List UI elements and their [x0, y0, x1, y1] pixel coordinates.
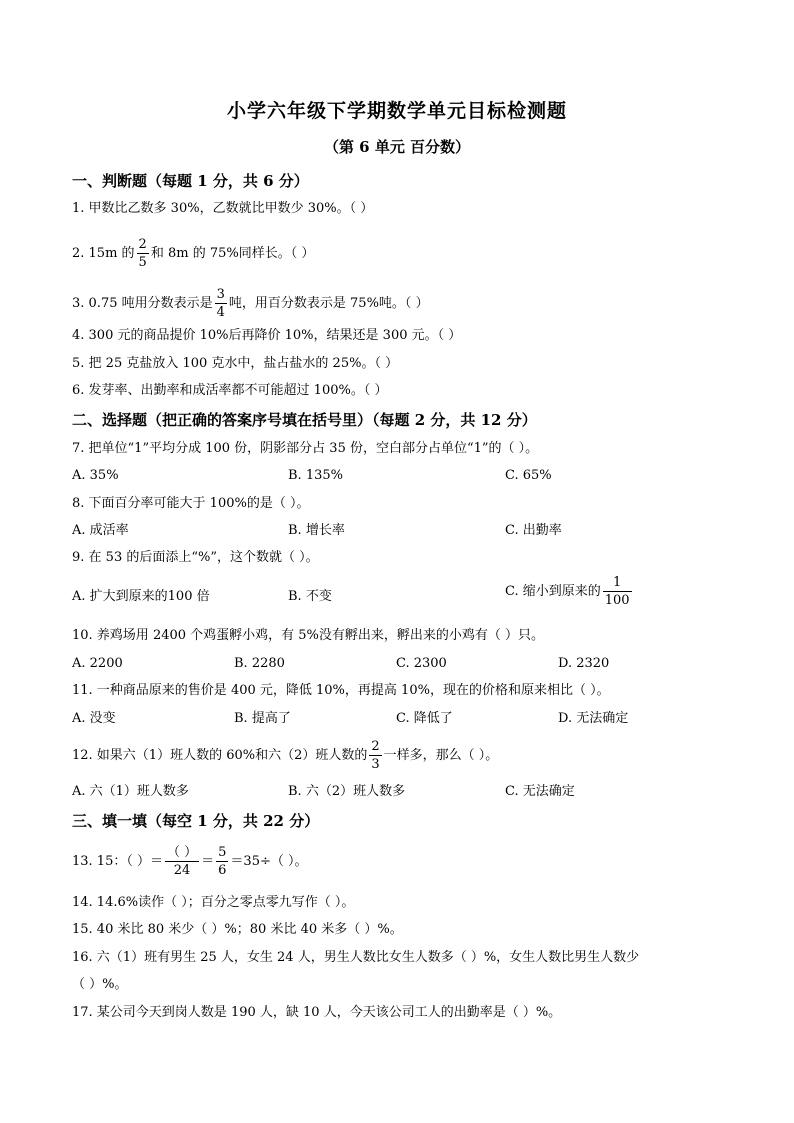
- question-12: [72, 740, 498, 771]
- question-17: 17. 某公司今天到岗人数是 190 人，缺 10 人，今天该公司工人的出勤率是（ ）%。: [72, 1005, 562, 1020]
- question-11-option-b: B. 提高了: [234, 711, 291, 726]
- question-4: 4. 300 元的商品提价 10%后再降价 10%，结果还是 300 元。（ ）: [72, 328, 462, 343]
- question-12-option-b: B. 六（2）班人数多: [288, 784, 406, 799]
- question-8-option-b: B. 增长率: [288, 523, 345, 538]
- question-14: 14. 14.6%读作（ ）；百分之零点零九写作（ ）。: [72, 895, 355, 910]
- fraction-numerator: 2: [371, 739, 380, 754]
- question-13-fraction-2: [216, 846, 228, 877]
- section-heading-judgement: 一、判断题（每题 1 分，共 6 分）: [72, 172, 309, 190]
- question-9-option-c: [505, 576, 634, 607]
- question-2: [72, 238, 314, 269]
- question-12-option-c: C. 无法确定: [505, 784, 575, 799]
- fraction-denominator: 3: [371, 757, 380, 772]
- question-16-line-1: 16. 六（1）班有男生 25 人，女生 24 人，男生人数比女生人数多（ ）%，女生人数比男生人数少: [72, 950, 640, 965]
- question-13-text-b: ＝35÷（ ）。: [230, 854, 308, 869]
- page-title: 小学六年级下学期数学单元目标检测题: [226, 100, 567, 122]
- question-3-text-a: 3. 0.75 吨用分数表示是: [72, 296, 213, 311]
- question-6: 6. 发芽率、出勤率和成活率都不可能超过 100%。（ ）: [72, 383, 388, 398]
- question-7-option-c: C. 65%: [505, 468, 552, 483]
- question-10-option-b: B. 2280: [234, 656, 285, 671]
- question-9-option-a: A. 扩大到原来的100 倍: [72, 589, 210, 604]
- question-2-fraction: [137, 238, 149, 269]
- question-5: 5. 把 25 克盐放入 100 克水中，盐占盐水的 25%。（ ）: [72, 356, 399, 371]
- fraction-numerator: 3: [216, 287, 225, 302]
- fraction-denominator: 100: [604, 593, 630, 608]
- question-10: 10. 养鸡场用 2400 个鸡蛋孵小鸡，有 5%没有孵出来，孵出来的小鸡有（ ）只。: [72, 628, 545, 643]
- section-heading-fill-in: 三、填一填（每空 1 分，共 22 分）: [72, 812, 320, 830]
- question-11-option-a: A. 没变: [72, 711, 116, 726]
- question-7-option-a: A. 35%: [72, 468, 119, 483]
- question-2-text-a: 2. 15m 的: [72, 246, 135, 261]
- question-8-option-a: A. 成活率: [72, 523, 129, 538]
- fraction-denominator: 4: [216, 305, 225, 320]
- question-13-text-a: 13. 15：（ ）＝: [72, 854, 163, 869]
- question-13: [72, 846, 308, 877]
- question-13-equals: ＝: [201, 854, 215, 869]
- fraction-numerator: （ ）: [166, 845, 198, 860]
- fraction-numerator: 1: [603, 576, 632, 592]
- question-12-fraction: [369, 740, 381, 771]
- question-7-option-b: B. 135%: [288, 468, 343, 483]
- question-9-option-c-fraction: [603, 576, 632, 607]
- question-12-text-a: 12. 如果六（1）班人数的 60%和六（2）班人数的: [72, 748, 368, 763]
- question-9: 9. 在 53 的后面添上“%”，这个数就（ ）。: [72, 550, 319, 565]
- question-11-option-d: D. 无法确定: [558, 711, 629, 726]
- question-10-option-a: A. 2200: [72, 656, 123, 671]
- question-12-text-b: 一样多，那么（ ）。: [383, 748, 499, 763]
- question-2-text-b: 和 8m 的 75%同样长。（ ）: [150, 246, 315, 261]
- question-13-fraction-1: [165, 846, 199, 877]
- fraction-denominator: 5: [138, 255, 147, 270]
- fraction-numerator: 2: [138, 237, 147, 252]
- question-3-text-b: 吨，用百分数表示是 75%吨。（ ）: [228, 296, 429, 311]
- question-11: 11. 一种商品原来的售价是 400 元，降低 10%，再提高 10%，现在的价格和原来相比（ ）。: [72, 683, 610, 698]
- question-16-line-2: （ ）%。: [72, 977, 128, 992]
- question-8: 8. 下面百分率可能大于 100%的是（ ）。: [72, 496, 310, 511]
- question-1: 1. 甲数比乙数多 30%，乙数就比甲数少 30%。（ ）: [72, 201, 374, 216]
- section-heading-choice: 二、选择题（把正确的答案序号填在括号里）（每题 2 分，共 12 分）: [72, 411, 537, 429]
- fraction-denominator: 6: [218, 863, 227, 878]
- page-subtitle: （第 6 单元 百分数）: [323, 138, 471, 156]
- question-9-option-b: B. 不变: [288, 589, 332, 604]
- question-7: 7. 把单位“1”平均分成 100 份，阴影部分占 35 份，空白部分占单位“1”的（ ）。: [72, 441, 539, 456]
- question-9-option-c-text: C. 缩小到原来的: [505, 584, 601, 599]
- fraction-denominator: 24: [173, 863, 191, 878]
- question-12-option-a: A. 六（1）班人数多: [72, 784, 189, 799]
- question-3: [72, 288, 429, 319]
- question-10-option-d: D. 2320: [558, 656, 610, 671]
- question-8-option-c: C. 出勤率: [505, 523, 562, 538]
- question-11-option-c: C. 降低了: [396, 711, 453, 726]
- fraction-numerator: 5: [218, 845, 227, 860]
- question-10-option-c: C. 2300: [396, 656, 447, 671]
- question-3-fraction: [215, 288, 227, 319]
- question-15: 15. 40 米比 80 米少（ ）%；80 米比 40 米多（ ）%。: [72, 922, 403, 937]
